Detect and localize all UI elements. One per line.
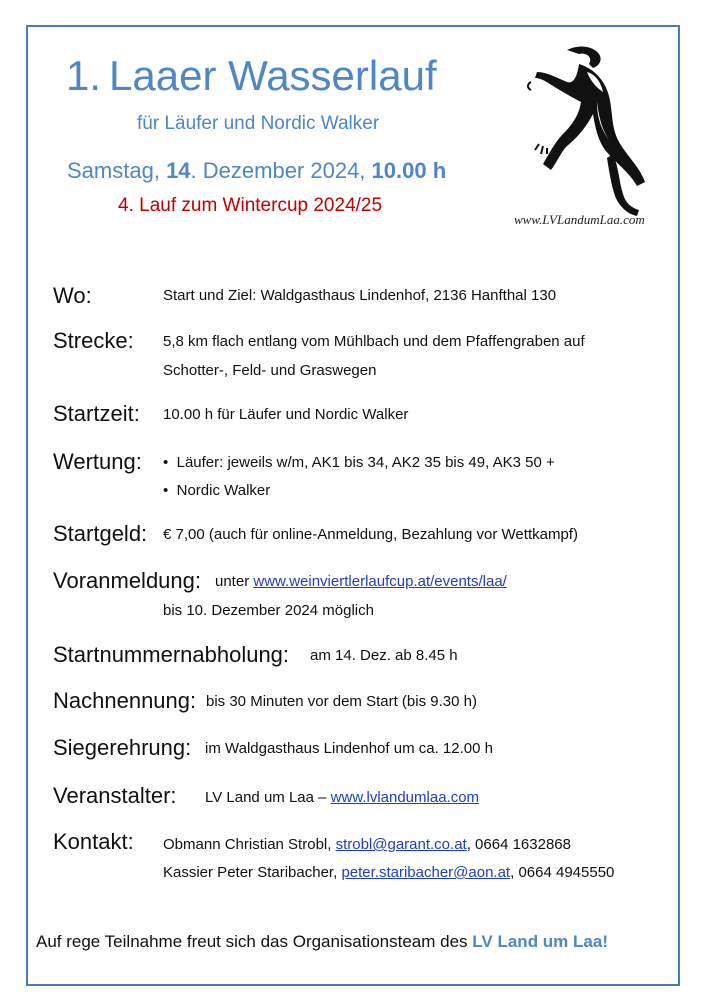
label-strecke: Strecke:: [53, 328, 134, 353]
value-kontakt-line1: Obmann Christian Strobl, strobl@garant.co.at, 0664 1632868: [163, 836, 571, 853]
list-item: • Läufer: jeweils w/m, AK1 bis 34, AK2 35 bis 49, AK3 50 +: [163, 454, 555, 471]
label-voranmeldung: Voranmeldung:: [53, 568, 201, 593]
event-subtitle: für Läufer und Nordic Walker: [137, 113, 380, 134]
footer-note: Auf rege Teilnahme freut sich das Organisationsteam des LV Land um Laa!: [36, 932, 608, 951]
kassier-email-link[interactable]: peter.staribacher@aon.at: [341, 864, 511, 881]
label-nachnennung: Nachnennung:: [53, 688, 197, 713]
voranmeldung-link[interactable]: www.weinviertlerlaufcup.at/events/laa/: [253, 573, 507, 590]
value-startnummernabholung: am 14. Dez. ab 8.45 h: [310, 647, 458, 664]
label-kontakt: Kontakt:: [53, 829, 134, 854]
label-startzeit: Startzeit:: [53, 401, 140, 426]
label-wertung: Wertung:: [53, 449, 142, 474]
label-veranstalter: Veranstalter:: [53, 783, 177, 808]
bullet-icon: •: [163, 454, 169, 471]
event-date: Samstag, 14. Dezember 2024, 10.00 h: [67, 158, 447, 183]
label-startgeld: Startgeld:: [53, 521, 148, 546]
event-title: 1. Laaer Wasserlauf: [66, 52, 437, 99]
bullet-icon: •: [163, 482, 169, 499]
veranstalter-link[interactable]: www.lvlandumlaa.com: [330, 789, 480, 806]
value-voranmeldung: unter www.weinviertlerlaufcup.at/events/laa/: [215, 573, 507, 590]
label-siegerehrung: Siegerehrung:: [53, 735, 192, 760]
value-siegerehrung: im Waldgasthaus Lindenhof um ca. 12.00 h: [205, 740, 493, 757]
value-nachnennung: bis 30 Minuten vor dem Start (bis 9.30 h): [206, 693, 477, 710]
wintercup-note: 4. Lauf zum Wintercup 2024/25: [118, 195, 383, 216]
value-wo: Start und Ziel: Waldgasthaus Lindenhof, 2136 Hanfthal 130: [163, 287, 557, 304]
value-veranstalter: LV Land um Laa – www.lvlandumlaa.com: [205, 789, 480, 806]
label-wo: Wo:: [53, 283, 92, 308]
value-startgeld: € 7,00 (auch für online-Anmeldung, Bezahlung vor Wettkampf): [163, 526, 578, 543]
value-strecke-line1: 5,8 km flach entlang vom Mühlbach und dem Pfaffengraben auf: [163, 333, 585, 350]
value-voranmeldung-line2: bis 10. Dezember 2024 möglich: [163, 602, 374, 619]
list-item: • Nordic Walker: [163, 482, 271, 499]
label-startnummernabholung: Startnummernabholung:: [53, 642, 290, 667]
club-website-caption: www.LVLandumLaa.com: [514, 212, 645, 227]
obmann-email-link[interactable]: strobl@garant.co.at: [335, 836, 467, 853]
runner-logo-icon: [527, 42, 657, 217]
value-kontakt-line2: Kassier Peter Staribacher, peter.staribacher@aon.at, 0664 4945550: [163, 864, 615, 881]
value-strecke-line2: Schotter-, Feld- und Graswegen: [163, 362, 377, 379]
value-startzeit: 10.00 h für Läufer und Nordic Walker: [163, 406, 409, 423]
